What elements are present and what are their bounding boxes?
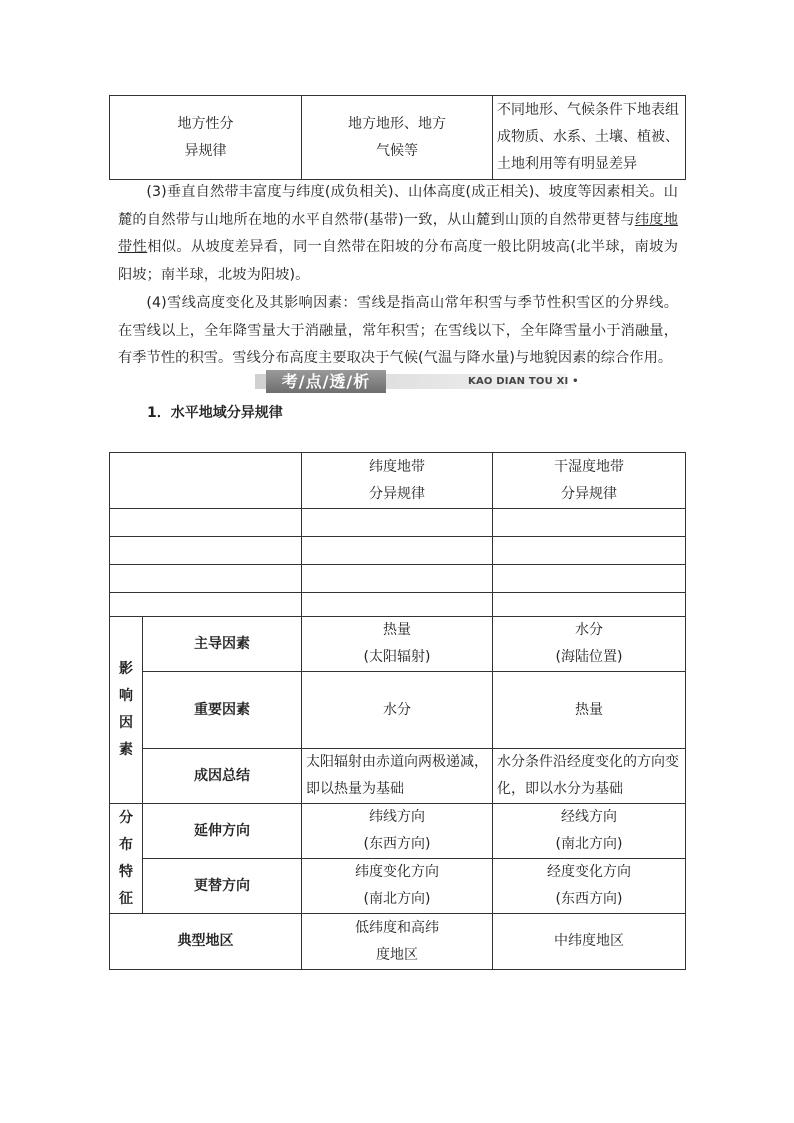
- cell-cause-moisture: 水分条件沿经度变化的方向变化，即以水分为基础: [493, 749, 686, 804]
- paragraph-3-underlined: 纬度地带性: [118, 211, 678, 256]
- cell-extension-latitudinal: 纬线方向 (东西方向): [302, 804, 493, 859]
- group-label-distribution: 分 布 特 征: [110, 804, 143, 914]
- section-heading: 1．水平地域分异规律: [147, 405, 283, 421]
- table-row: [110, 749, 686, 804]
- top-table: [109, 95, 686, 180]
- table-row: [110, 672, 686, 749]
- cell-important-moisture: 热量: [493, 672, 686, 749]
- main-table: [109, 452, 686, 970]
- header-blank-cell: [110, 453, 302, 509]
- row-label-extension: 延伸方向: [143, 804, 302, 859]
- paragraph-3-text-end: 相似。从坡度差异看，同一自然带在阳坡的分布高度一般比阴坡高(北半球，南坡为阳坡；南半球，北坡为阳坡)。: [118, 239, 678, 283]
- section-banner-title: 考/点/透/析: [266, 370, 386, 393]
- paragraph-4: (4)雪线高度变化及其影响因素：雪线是指高山常年积雪与季节性积雪区的分界线。在雪线以上，全年降雪量大于消融量，常年积雪；在雪线以下，全年降雪量小于消融量，有季节性的积雪。雪线分布高度主要取决于气候(气温与降水量)与地貌因素的综合作用。: [118, 295, 678, 367]
- row-label-succession: 更替方向: [143, 859, 302, 914]
- header-moisture: 干湿度地带 分异规律: [493, 453, 686, 509]
- table-header-row: [110, 453, 686, 509]
- cell-succession-latitudinal: 纬度变化方向 (南北方向): [302, 859, 493, 914]
- group-label-influence: 影 响 因 素: [110, 617, 143, 804]
- row-label-dominant: 主导因素: [143, 617, 302, 672]
- table-row: [110, 509, 686, 537]
- row-label-important: 重要因素: [143, 672, 302, 749]
- cell-typical-moisture: 中纬度地区: [493, 914, 686, 970]
- section-banner-english: KAO DIAN TOU XI •: [468, 376, 579, 387]
- cell-succession-moisture: 经度变化方向 (东西方向): [493, 859, 686, 914]
- cell-extension-moisture: 经线方向 (南北方向): [493, 804, 686, 859]
- cell-cause-latitudinal: 太阳辐射由赤道向两极递减，即以热量为基础: [302, 749, 493, 804]
- header-latitudinal: 纬度地带 分异规律: [302, 453, 493, 509]
- top-table-cell-description: 不同地形、气候条件下地表组成物质、水系、土壤、植被、土地利用等有明显差异: [493, 96, 686, 180]
- paragraph-3: [118, 179, 678, 289]
- top-table-cell-rule: 地方性分 异规律: [110, 96, 302, 180]
- cell-typical-latitudinal: 低纬度和高纬 度地区: [302, 914, 493, 970]
- table-row: [110, 617, 686, 672]
- paragraph-3-text: (3)垂直自然带丰富度与纬度(成负相关)、山体高度(成正相关)、坡度等因素相关。山麓的自然带与山地所在地的水平自然带(基带)一致，从山麓到山顶的自然带更替与: [118, 184, 678, 228]
- cell-important-latitudinal: 水分: [302, 672, 493, 749]
- cell-dominant-moisture: 水分 (海陆位置): [493, 617, 686, 672]
- table-row: [110, 537, 686, 565]
- table-row: [110, 804, 686, 859]
- row-label-cause: 成因总结: [143, 749, 302, 804]
- table-row: [110, 593, 686, 617]
- table-row: [110, 859, 686, 914]
- table-row: [110, 914, 686, 970]
- row-label-typical-region: 典型地区: [110, 914, 302, 970]
- table-row: [110, 565, 686, 593]
- top-table-cell-factor: 地方地形、地方 气候等: [302, 96, 493, 180]
- cell-dominant-latitudinal: 热量 (太阳辐射): [302, 617, 493, 672]
